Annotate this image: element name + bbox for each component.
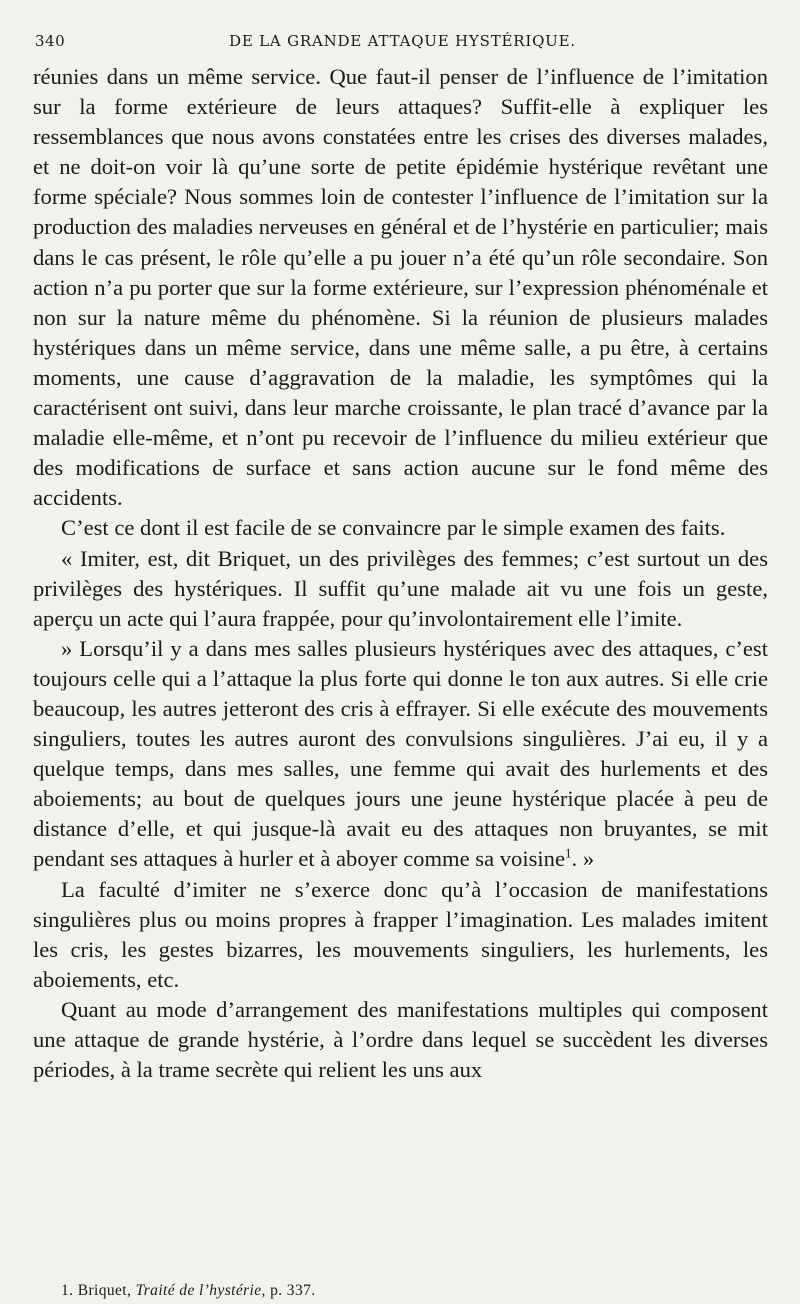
- paragraph-5: La faculté d’imiter ne s’exerce donc qu’à l’occasion de manifestations singulières plus ou moins propres à frapper l’imagination. Les malades imitent les cris, les gestes bizarres, les mouvements singuliers, les hurlements, les aboiements, etc.: [33, 876, 768, 992]
- footnote-author: Briquet,: [77, 1282, 132, 1299]
- page-number: 340: [35, 32, 66, 50]
- running-head: [33, 28, 768, 58]
- footnote-reference[interactable]: 1: [565, 845, 572, 861]
- footnote-page: p. 337.: [270, 1282, 316, 1299]
- paragraph-4-close: . »: [571, 846, 595, 872]
- footnote-work-title: Traité de l’hystérie,: [135, 1282, 266, 1299]
- footnote-number: 1.: [61, 1282, 74, 1299]
- body-text: [33, 62, 768, 1085]
- paragraph-4-text: » Lorsqu’il y a dans mes salles plusieurs hystériques avec des attaques, c’est toujours celle qui a l’attaque la plus forte qui donne le ton aux autres. Si elle crie beaucoup, les autres jetteront des cris à effrayer. Si elle exécute des mouvements singuliers, toutes les autres auront des convulsions singulières. J’ai eu, il y a quelque temps, dans mes salles, une femme qui avait des hurlements et des aboiements; au bout de quelques jours une jeune hystérique placée à peu de distance d’elle, et qui jusque-là avait eu des attaques non bruyantes, se mit pendant ses attaques à hurler et à aboyer comme sa voisine: [33, 635, 768, 872]
- paragraph-1: réunies dans un même service. Que faut-il penser de l’influence de l’imitation sur la forme extérieure de leurs attaques? Suffit-elle à expliquer les ressemblances que nous avons constatées entre les crises des diverses malades, et ne doit-on voir là qu’une sorte de petite épidémie hystérique revêtant une forme spéciale? Nous sommes loin de contester l’influence de l’imitation sur la production des maladies nerveuses en général et de l’hystérie en particulier; mais dans le cas présent, le rôle qu’elle a pu jouer n’a été qu’un rôle secondaire. Son action n’a pu porter que sur la forme extérieure, sur l’expression phénoménale et non sur la nature même du phénomène. Si la réunion de plusieurs malades hystériques dans un même service, dans une même salle, a pu être, à certains moments, une cause d’aggravation de la maladie, les symptômes qui la caractérisent ont suivi, dans leur marche croissante, le plan tracé d’avance par la maladie elle-même, et n’ont pu recevoir de l’influence du milieu extérieur que des modifications de surface et sans action aucune sur le fond même des accidents.: [33, 64, 768, 511]
- running-head-title: DE LA GRANDE ATTAQUE HYSTÉRIQUE.: [229, 32, 576, 50]
- footnote: [61, 1282, 316, 1300]
- paragraph-3-quote: « Imiter, est, dit Briquet, un des privilèges des femmes; c’est surtout un des privilèges des hystériques. Il suffit qu’une malade ait vu une fois un geste, aperçu un acte qui l’aura frappée, pour qu’involontairement elle l’imite.: [33, 545, 768, 631]
- paragraph-2: C’est ce dont il est facile de se convaincre par le simple examen des faits.: [61, 515, 726, 541]
- paragraph-6: Quant au mode d’arrangement des manifestations multiples qui composent une attaque de grande hystérie, à l’ordre dans lequel se succèdent les diverses périodes, à la trame secrète qui relient les uns aux: [33, 996, 768, 1083]
- paragraph-4-quote: [33, 634, 768, 875]
- book-page: [33, 28, 768, 1299]
